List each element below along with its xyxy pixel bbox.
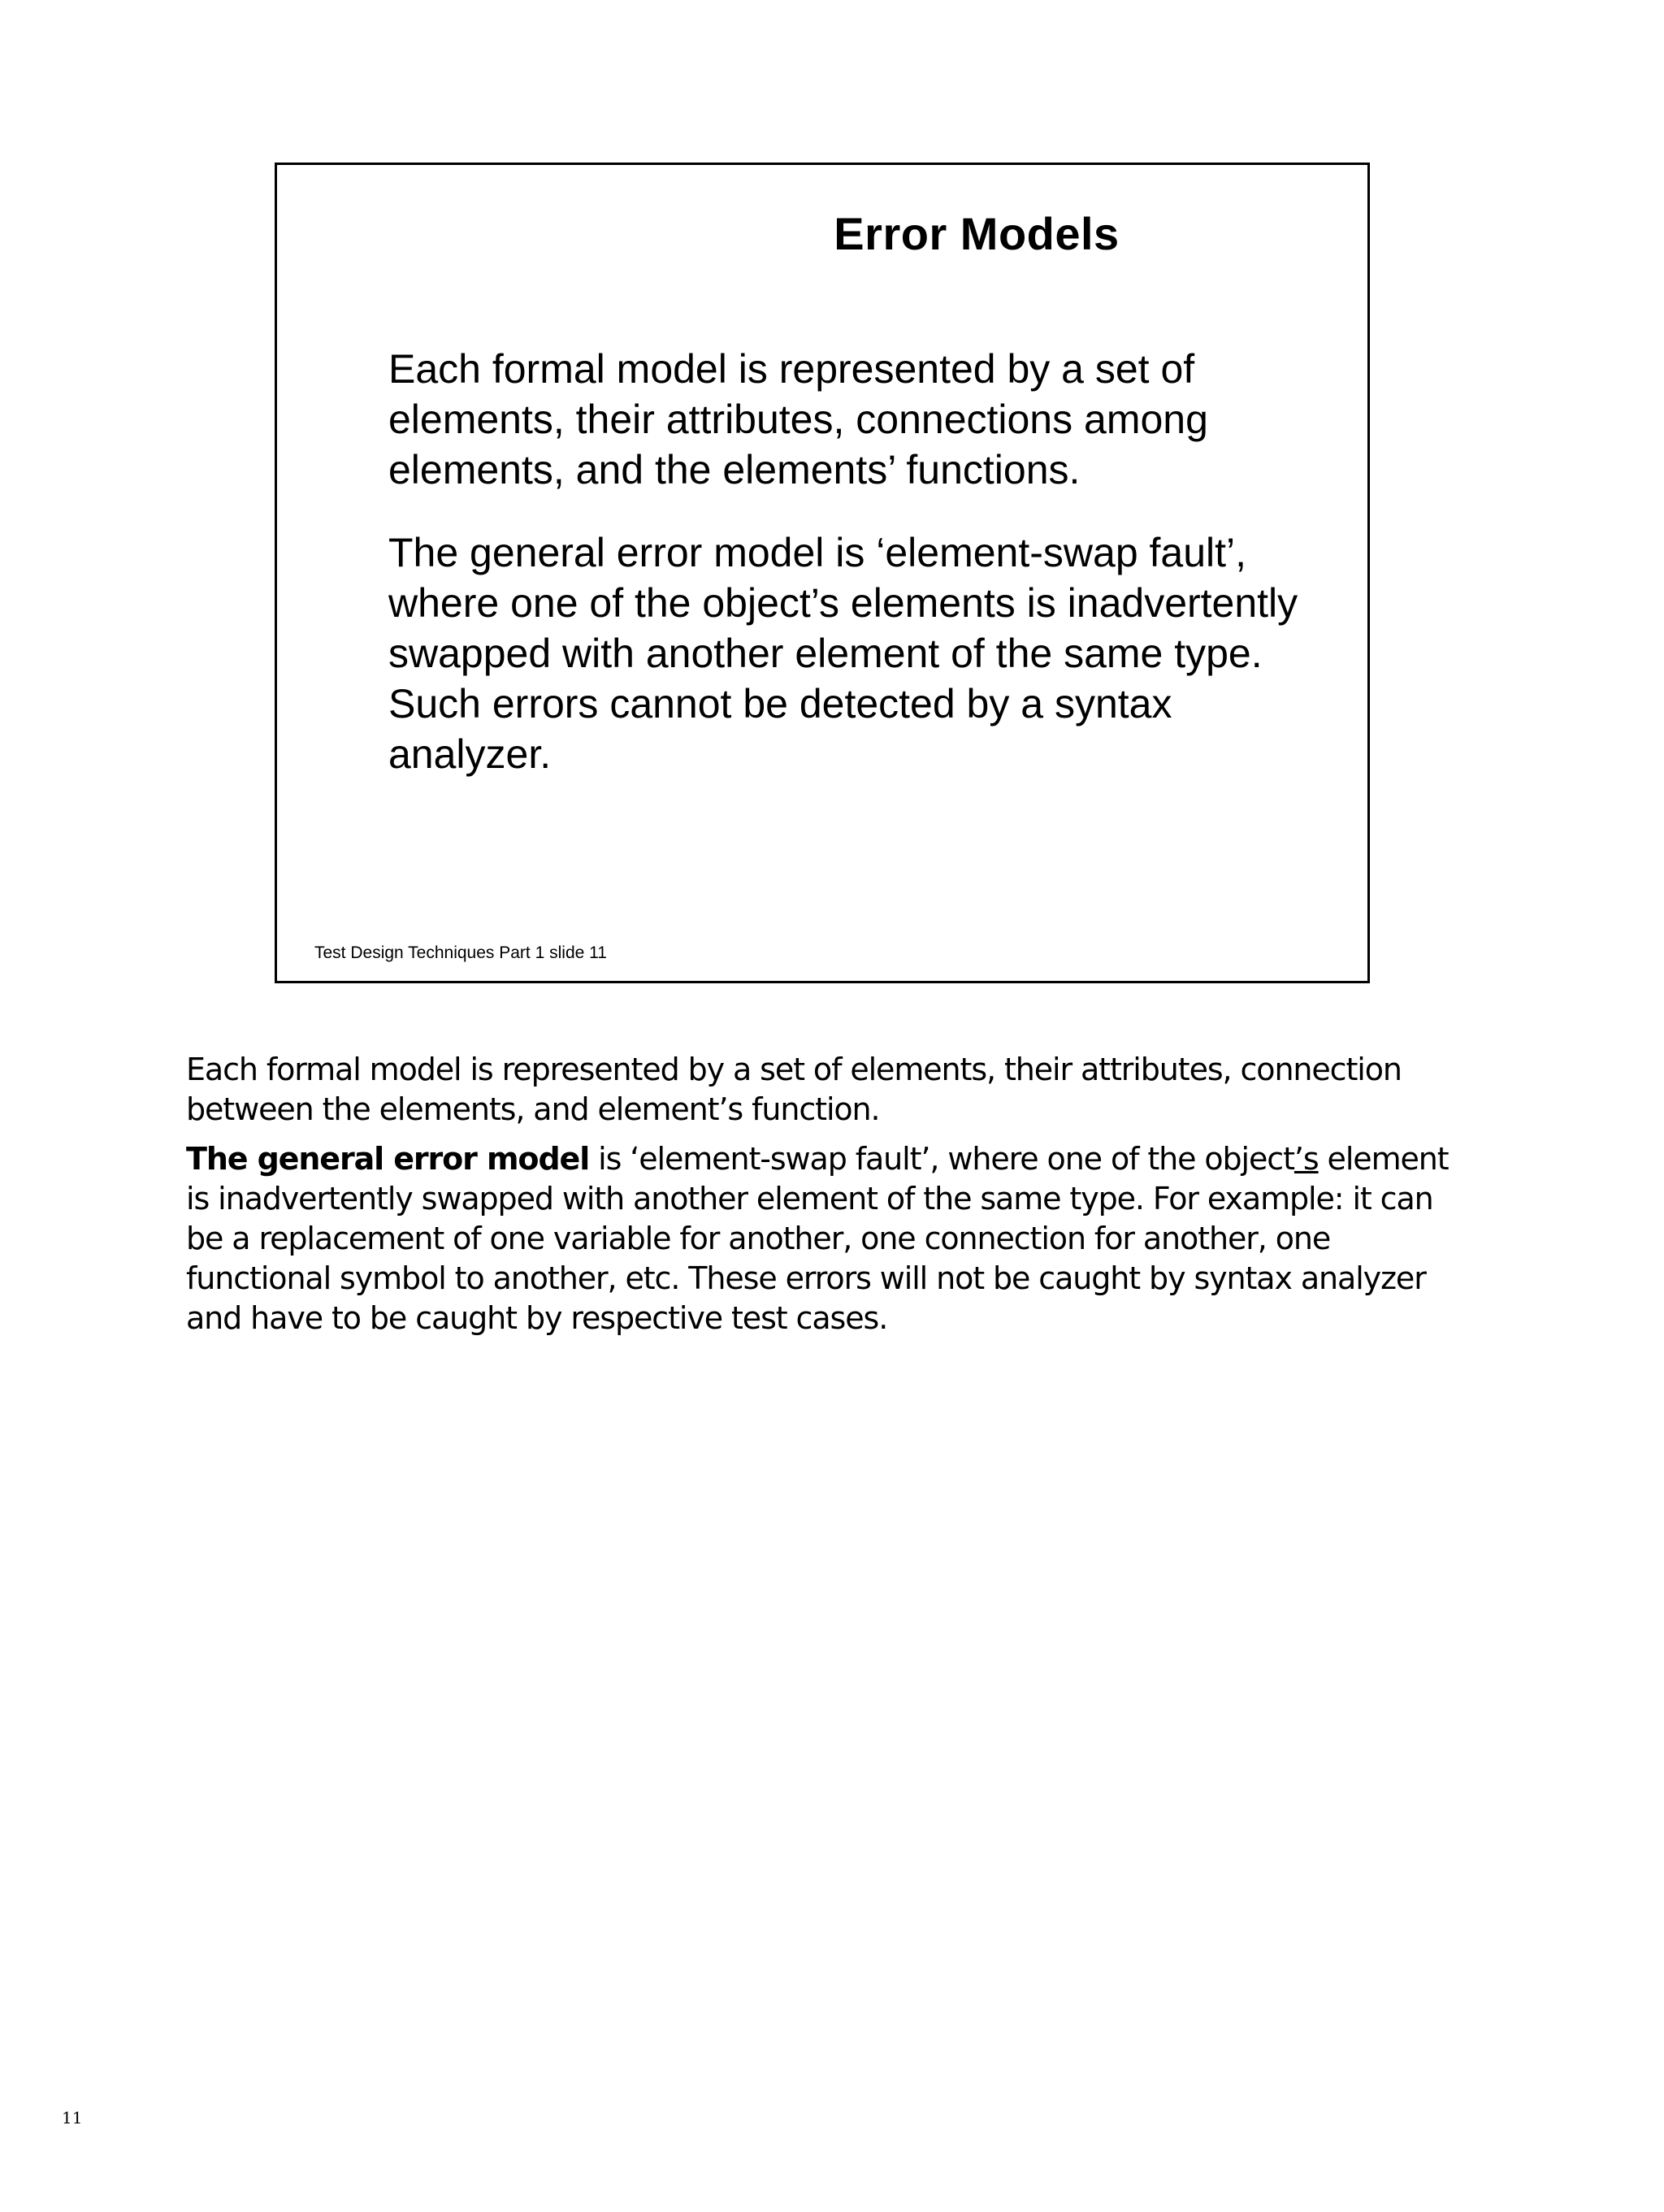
speaker-notes	[186, 1050, 1454, 1338]
slide-footer: Test Design Techniques Part 1 slide 11	[314, 943, 607, 962]
slide-paragraph: Each formal model is represented by a set of elements, their attributes, connections among elements, and the elements’ functions.	[388, 346, 1208, 492]
page-number: 11	[62, 2108, 83, 2127]
slide-frame	[275, 163, 1370, 983]
notes-paragraph: Each formal model is represented by a set of elements, their attributes, connection between the elements, and element’s function.	[186, 1052, 1402, 1127]
notes-text: element is inadvertently swapped with another element of the same type. For example: it can be a replacement of one variable for another, one connection for another, one functional symbol to another, etc. These errors will not be caught by syntax analyzer and have to be caught by respective test cases.	[186, 1141, 1449, 1336]
slide-body	[388, 344, 1323, 779]
slide-title: Error Models	[834, 208, 1120, 259]
notes-paragraph	[186, 1139, 1454, 1338]
notes-underlined-text: ’s	[1294, 1141, 1319, 1177]
slide-paragraph: The general error model is ‘element-swap fault’, where one of the object’s elements is inadvertently swapped with another element of the same type. Such errors cannot be detected by a syntax analyzer.	[388, 530, 1298, 777]
notes-text: is ‘element-swap fault’, where one of the object	[589, 1141, 1294, 1177]
notes-bold-lead: The general error model	[186, 1141, 590, 1177]
